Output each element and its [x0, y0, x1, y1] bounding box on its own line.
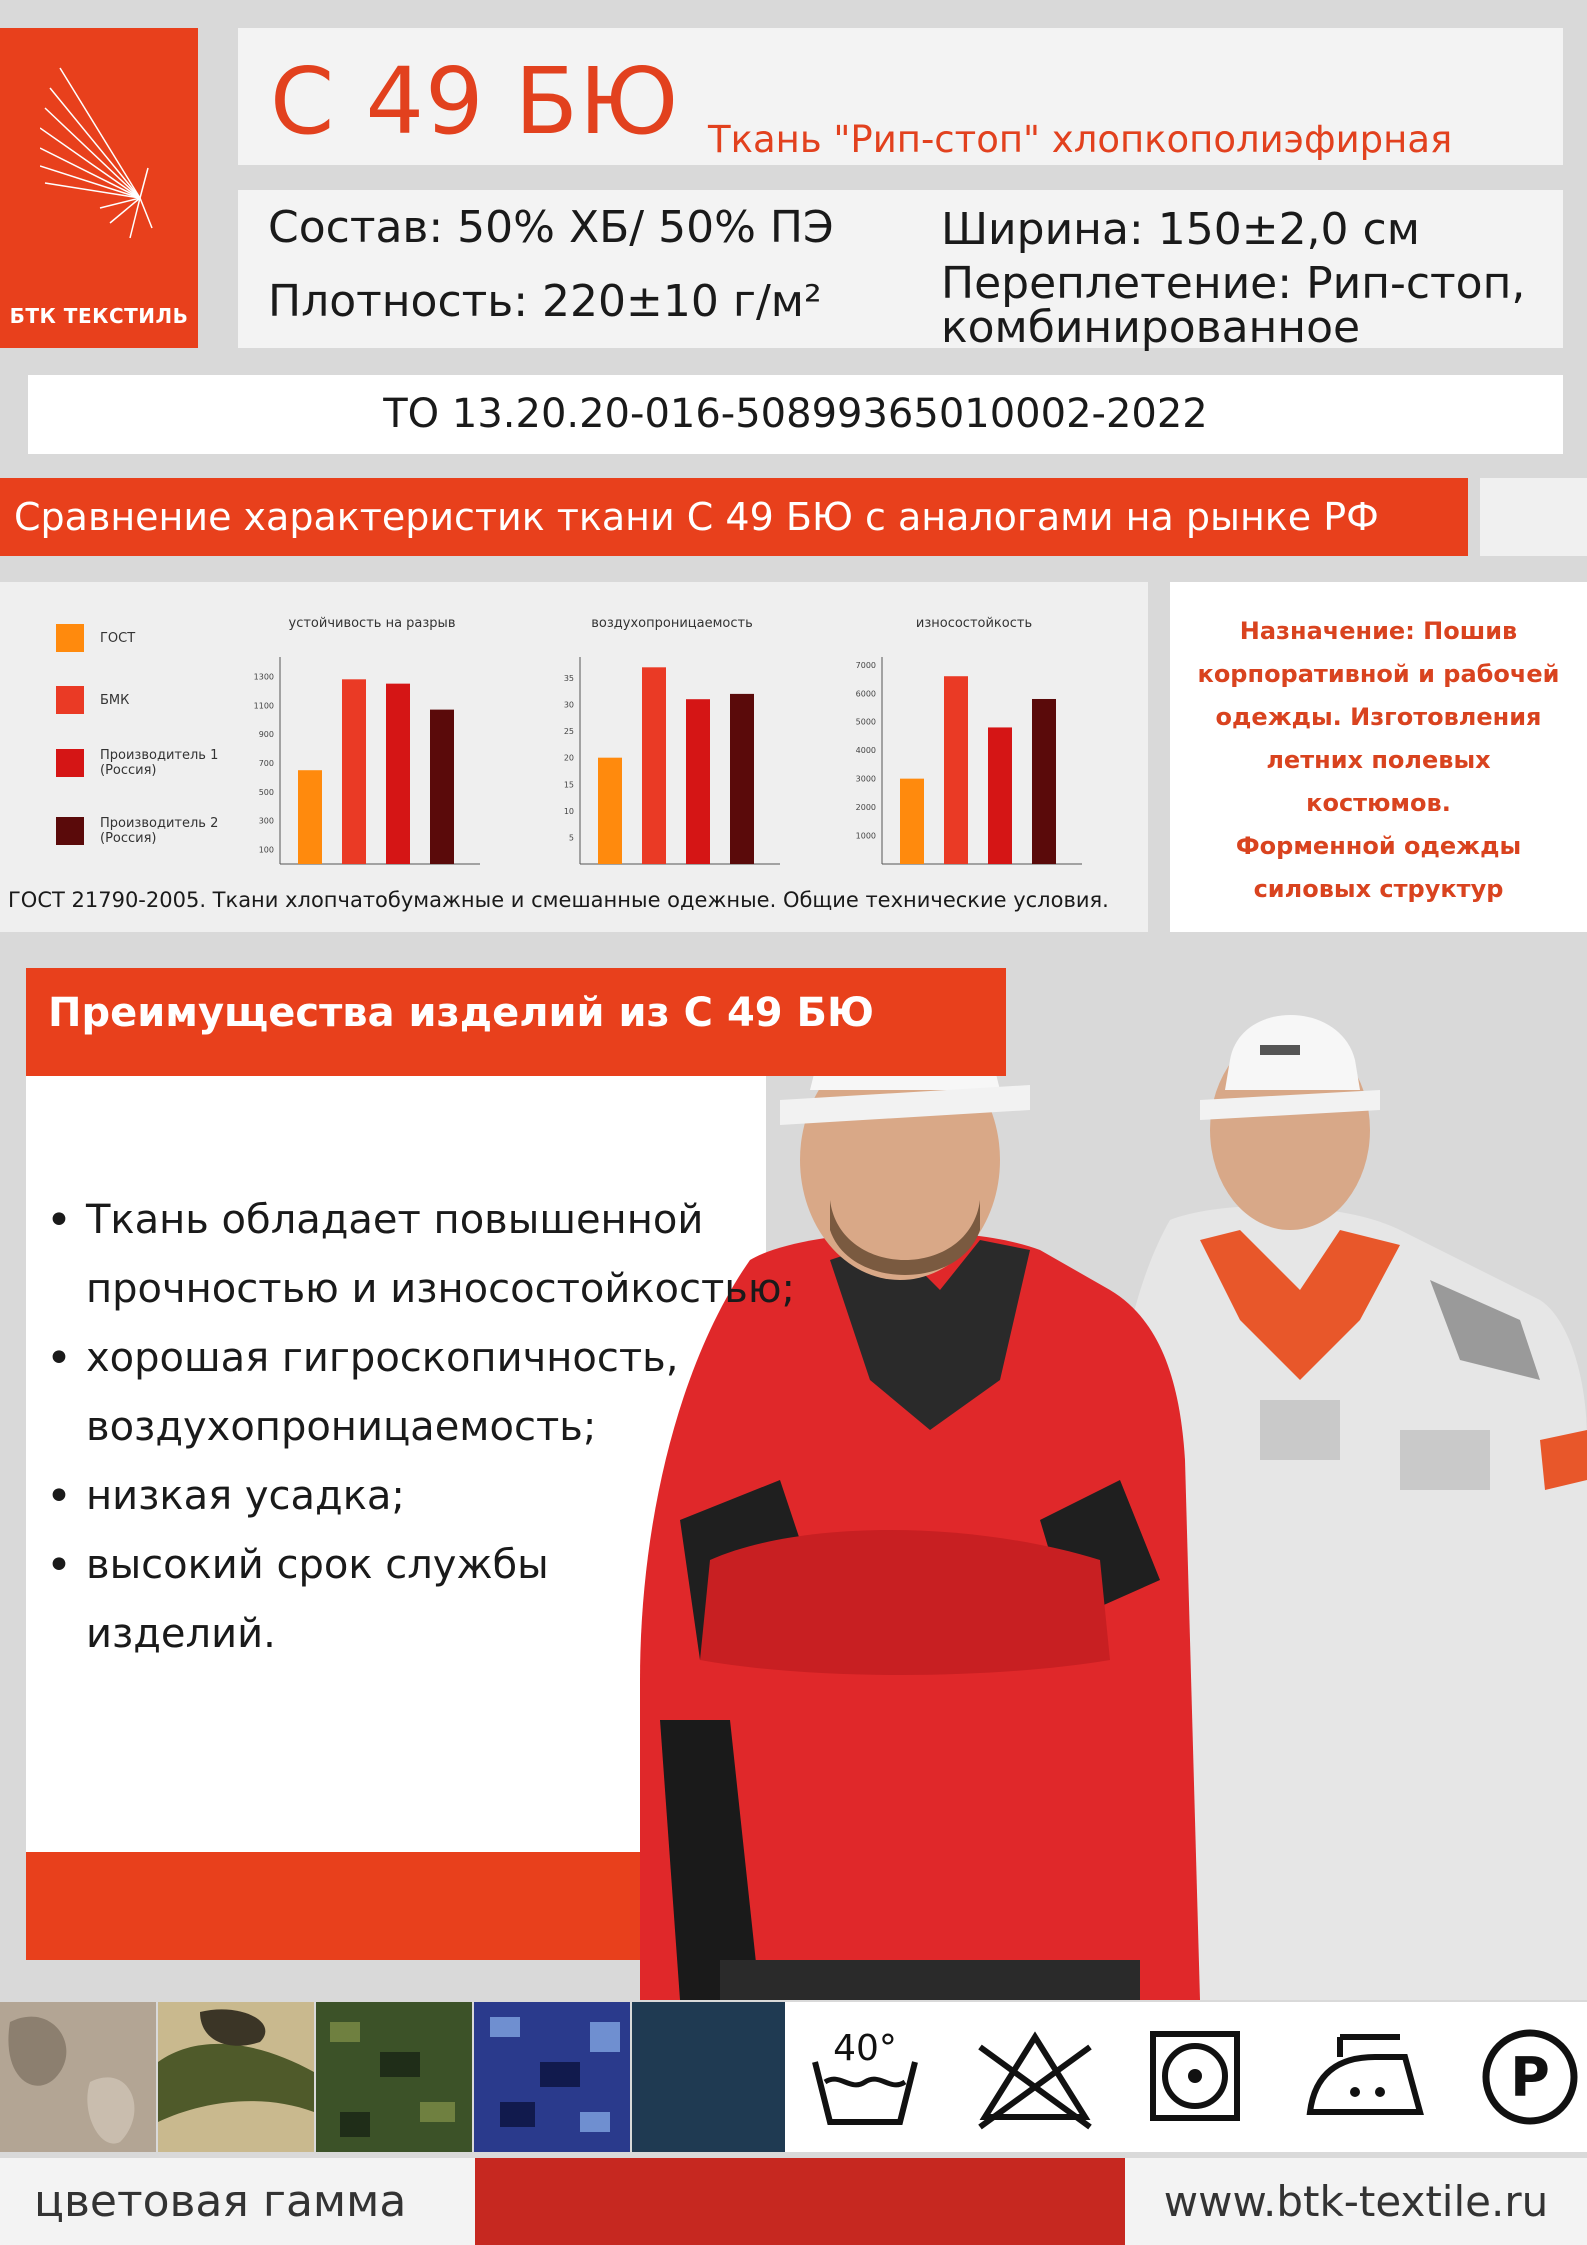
legend-label: ГОСТ: [100, 630, 136, 646]
advantages-title: Преимущества изделий из С 49 БЮ: [48, 990, 874, 1036]
y-tick-label: 1300: [253, 672, 274, 682]
swatch-camo-woodland: [158, 2002, 314, 2152]
swatch-solid-navy: [632, 2002, 785, 2152]
purpose-line: одежды. Изготовления: [1215, 703, 1542, 731]
swatch-camo-sand: [0, 2002, 156, 2152]
bar: [430, 710, 454, 864]
color-swatches: [0, 2002, 785, 2152]
bar: [944, 676, 968, 864]
advantage-item: • высокий срок службы изделий.: [46, 1531, 606, 1669]
tumble-dry-icon: [1145, 2022, 1245, 2132]
chart-title: воздухопроницаемость: [591, 616, 753, 631]
bar: [598, 758, 622, 864]
y-tick-label: 7000: [855, 660, 876, 670]
advantage-item: • хорошая гигроскопичность, воздухопроницаемость;: [46, 1324, 746, 1462]
advantages-bottom-bar: [26, 1852, 741, 1960]
wash-temperature: 40°: [833, 2028, 897, 2069]
logo-rays-icon: [40, 48, 160, 248]
swatch-camo-digital-blue: [474, 2002, 630, 2152]
purpose-line: костюмов.: [1306, 789, 1451, 817]
gost-reference-note: ГОСТ 21790-2005. Ткани хлопчатобумажные и смешанные одежные. Общие технические условия.: [8, 888, 1109, 912]
legend-item-bmk: [56, 686, 129, 714]
y-tick-label: 1100: [253, 701, 274, 711]
advantage-item: • низкая усадка;: [46, 1462, 866, 1531]
advantage-item: • Ткань обладает повышенной прочностью и износостойкостью;: [46, 1186, 806, 1324]
legend-swatch: [56, 817, 84, 845]
legend-label: Производитель 1 (Россия): [100, 748, 219, 778]
purpose-line: летних полевых: [1266, 746, 1491, 774]
bar: [298, 770, 322, 864]
title-panel: [238, 28, 1563, 165]
y-tick-label: 300: [258, 816, 274, 826]
website-link[interactable]: www.btk-textile.ru: [1125, 2158, 1587, 2245]
legend-label: Производитель 2 (Россия): [100, 816, 219, 846]
specs-panel: [238, 190, 1563, 353]
chart-0: [254, 616, 480, 864]
dry-clean-p-icon: [1475, 2022, 1585, 2132]
y-tick-label: 2000: [855, 803, 876, 813]
bar: [988, 727, 1012, 864]
purpose-text: [1180, 610, 1577, 911]
legend-item-producer-2: [56, 816, 220, 846]
y-tick-label: 10: [563, 806, 574, 816]
advantages-header: [26, 968, 1006, 1076]
charts-panel: [0, 582, 1148, 932]
care-symbols: [785, 2002, 1587, 2152]
bar: [730, 694, 754, 864]
legend-swatch: [56, 686, 84, 714]
legend-swatch: [56, 624, 84, 652]
comparison-banner: Сравнение характеристик ткани С 49 БЮ с аналогами на рынке РФ: [0, 478, 1468, 556]
color-range-label: цветовая гамма: [0, 2158, 475, 2245]
y-tick-label: 5000: [855, 717, 876, 727]
chart-title: износостойкость: [915, 616, 1033, 631]
standard-number: ТО 13.20.20-016-50899365010002-2022: [28, 375, 1563, 454]
y-tick-label: 1000: [855, 831, 876, 841]
iron-medium-icon: [1300, 2022, 1430, 2132]
y-tick-label: 900: [258, 730, 274, 740]
y-tick-label: 35: [563, 673, 574, 683]
bar: [900, 779, 924, 864]
product-name: Ткань "Рип-стоп" хлопкополиэфирная: [708, 118, 1453, 161]
spec-width: Ширина: 150±2,0 см: [941, 204, 1420, 255]
product-code: С 49 БЮ: [270, 48, 680, 155]
chart-2: [856, 616, 1082, 864]
legend-item-gost: [56, 624, 135, 652]
y-tick-label: 5: [568, 833, 574, 843]
purpose-panel: [1170, 582, 1587, 932]
purpose-line: силовых структур: [1253, 875, 1504, 903]
y-tick-label: 6000: [855, 689, 876, 699]
purpose-line: Форменной одежды: [1235, 832, 1522, 860]
footer-photo-strip: [475, 2158, 1125, 2245]
wash-40-icon: [805, 2022, 925, 2132]
spec-weave: [941, 258, 1526, 353]
brand-logo: [0, 28, 198, 348]
y-tick-label: 3000: [855, 774, 876, 784]
bar: [342, 679, 366, 864]
y-tick-label: 20: [563, 753, 574, 763]
chart-title: устойчивость на разрыв: [288, 616, 456, 631]
bar: [1032, 699, 1056, 864]
legend-swatch: [56, 749, 84, 777]
legend-item-producer-1: [56, 748, 220, 778]
spec-weave-line2: комбинированное: [941, 302, 1361, 353]
y-tick-label: 100: [258, 845, 274, 855]
y-tick-label: 15: [563, 780, 574, 790]
bar: [642, 667, 666, 864]
swatch-camo-digital-green: [316, 2002, 472, 2152]
spec-weave-line1: Переплетение: Рип-стоп,: [941, 258, 1526, 309]
legend-label: БМК: [100, 692, 130, 708]
dry-clean-letter: P: [1510, 2046, 1550, 2109]
y-tick-label: 30: [563, 700, 574, 710]
purpose-line: Назначение: Пошив: [1239, 617, 1518, 645]
bar: [386, 684, 410, 864]
y-tick-label: 700: [258, 759, 274, 768]
y-tick-label: 25: [563, 727, 574, 737]
logo-text: БТК ТЕКСТИЛЬ: [9, 304, 189, 328]
spec-composition: Состав: 50% ХБ/ 50% ПЭ: [268, 202, 834, 253]
bar: [686, 699, 710, 864]
spec-density: Плотность: 220±10 г/м²: [268, 276, 822, 327]
purpose-line: корпоративной и рабочей: [1197, 660, 1560, 688]
no-bleach-icon: [970, 2022, 1100, 2132]
chart-1: [564, 616, 780, 864]
banner-side-block: [1480, 478, 1587, 556]
y-tick-label: 4000: [855, 746, 876, 756]
advantages-list: [46, 1186, 866, 1669]
y-tick-label: 500: [258, 787, 274, 797]
